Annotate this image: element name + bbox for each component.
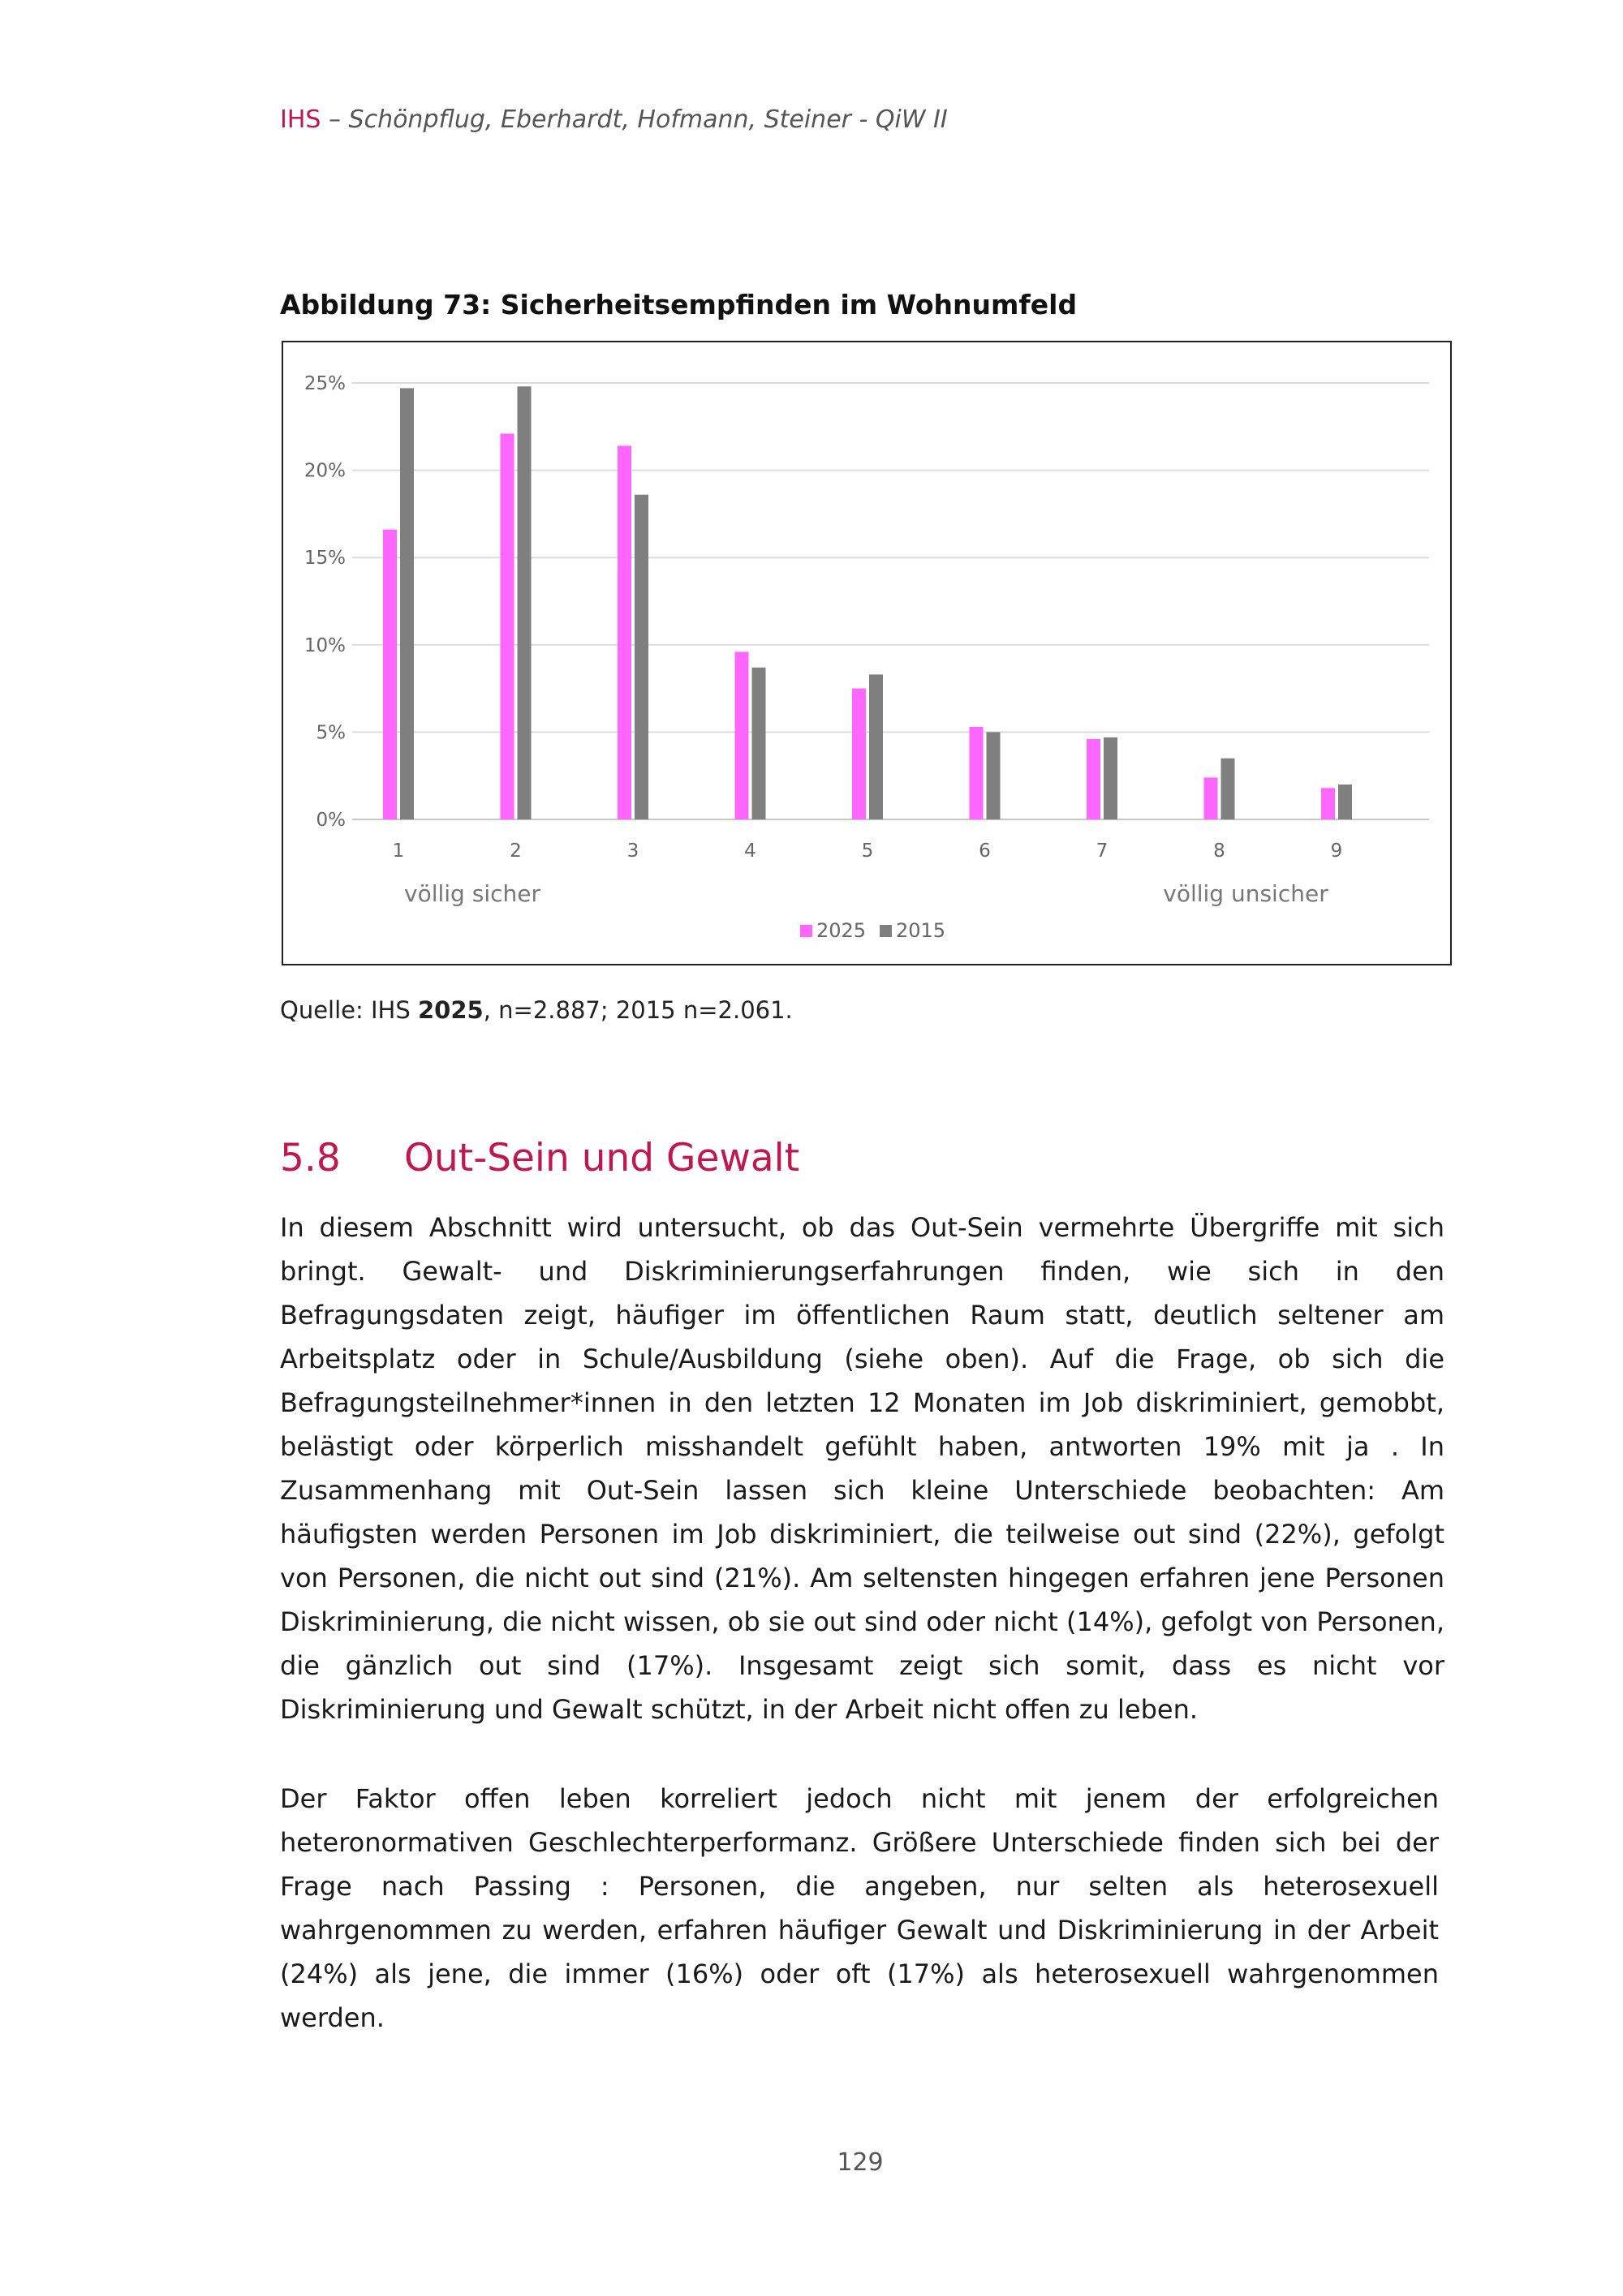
bar-2015-9	[1338, 785, 1352, 819]
section-title: Out-Sein und Gewalt	[404, 1136, 800, 1180]
bar-2025-2	[501, 433, 514, 819]
source-suffix: , n=2.887; 2015 n=2.061.	[483, 996, 793, 1024]
bar-2025-1	[383, 530, 397, 819]
bar-2015-7	[1104, 737, 1117, 819]
chart-frame	[282, 341, 1452, 965]
bar-2015-1	[400, 388, 414, 819]
section-heading	[280, 1136, 799, 1180]
y-tick-label: 20%	[304, 460, 346, 482]
annotation-left: völlig sicher	[404, 880, 540, 907]
x-tick-label: 3	[626, 841, 639, 862]
bar-2025-4	[735, 651, 749, 819]
bar-2025-5	[852, 689, 866, 819]
x-tick-label: 2	[510, 841, 522, 862]
x-tick-label: 1	[392, 841, 405, 862]
legend-swatch-2025	[800, 925, 812, 937]
source-prefix: Quelle: IHS	[280, 996, 418, 1024]
bar-2015-6	[987, 732, 1001, 819]
bar-2015-3	[635, 495, 648, 819]
y-tick-label: 5%	[316, 722, 346, 744]
x-tick-label: 5	[861, 841, 874, 862]
bar-2025-8	[1204, 777, 1218, 819]
legend-swatch-2015	[880, 925, 892, 937]
bar-2025-3	[618, 445, 631, 819]
x-tick-label: 4	[744, 841, 756, 862]
legend-label: 2025	[816, 919, 867, 942]
legend-label: 2015	[896, 919, 946, 942]
body-paragraph-1: In diesem Abschnitt wird untersucht, ob das Out-Sein vermehrte Übergriffe mit sich bringt. Gewalt- und Diskriminierungserfahrungen finden, wie sich in den Befragungsdaten zeigt, häufiger im öffentlichen Raum statt, deutlich seltener am Arbeitsplatz oder in Schule/Ausbildung (siehe oben). Auf die Frage, ob sich die Befragungsteilnehmer*innen in den letzten 12 Monaten im Job diskriminiert, gemobbt, belästigt oder körperlich misshandelt gefühlt haben, antworten 19% mit ja . In Zusammenhang mit Out-Sein lassen sich kleine Unterschiede beobachten: Am häufigsten werden Personen im Job diskriminiert, die teilweise out sind (22%), gefolgt von Personen, die nicht out sind (21%). Am seltensten hingegen erfahren jene Personen Diskriminierung, die nicht wissen, ob sie out sind oder nicht (14%), gefolgt von Personen, die gänzlich out sind (17%). Insgesamt zeigt sich somit, dass es nicht vor Diskriminierung und Gewalt schützt, in der Arbeit nicht offen zu leben.	[280, 1212, 1444, 1725]
bar-2025-9	[1321, 788, 1335, 819]
bar-2025-7	[1087, 739, 1100, 819]
figure-title: Abbildung 73: Sicherheitsempfinden im Wohnumfeld	[280, 289, 1078, 320]
source-bold-year: 2025	[417, 996, 484, 1024]
header-org: IHS	[280, 105, 321, 134]
annotation-right: völlig unsicher	[1163, 880, 1328, 907]
bar-2015-5	[869, 674, 883, 819]
figure-source	[280, 996, 793, 1024]
y-tick-label: 0%	[316, 810, 346, 831]
x-tick-label: 8	[1213, 841, 1225, 862]
header-separator: –	[321, 105, 349, 134]
bar-chart	[283, 342, 1453, 967]
header-authors: Schönpflug, Eberhardt, Hofmann, Steiner - QiW II	[348, 105, 948, 134]
y-tick-label: 15%	[304, 548, 346, 570]
x-tick-label: 6	[979, 841, 991, 862]
running-header	[280, 105, 948, 134]
bar-2015-2	[518, 386, 532, 819]
bar-2025-6	[970, 727, 984, 819]
body-paragraph-2: Der Faktor offen leben korreliert jedoch nicht mit jenem der erfolgreichen heteronormativen Geschlechterperformanz. Größere Unterschiede finden sich bei der Frage nach Passing : Personen, die angeben, nur selten als heterosexuell wahrgenommen zu werden, erfahren häufiger Gewalt und Diskriminierung in der Arbeit (24%) als jene, die immer (16%) oder oft (17%) als heterosexuell wahrgenommen werden.	[280, 1783, 1439, 2033]
y-tick-label: 10%	[304, 634, 346, 656]
x-tick-label: 9	[1330, 841, 1343, 862]
page-number: 129	[837, 2148, 884, 2177]
section-number: 5.8	[280, 1136, 341, 1180]
y-tick-label: 25%	[304, 373, 346, 394]
x-tick-label: 7	[1096, 841, 1109, 862]
bar-2015-8	[1221, 759, 1235, 819]
bar-2015-4	[752, 668, 766, 819]
